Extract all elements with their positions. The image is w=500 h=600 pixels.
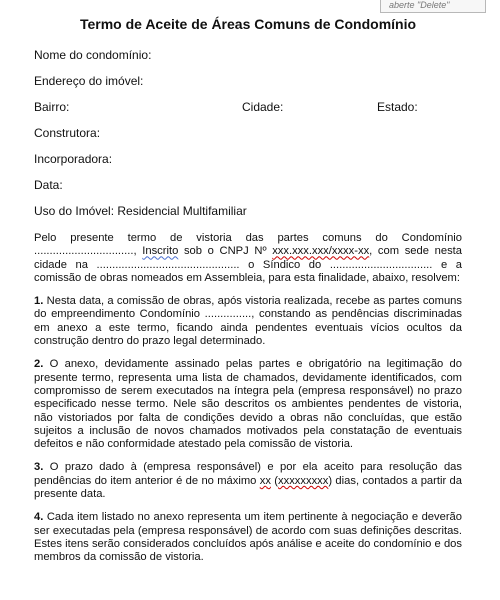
field-construtora: Construtora: — [34, 126, 101, 140]
field-estado: Estado: — [377, 100, 418, 114]
field-cidade: Cidade: — [242, 100, 284, 114]
clause-1 — [34, 295, 462, 348]
clause-3-number: 3. — [34, 461, 44, 474]
field-condominio: Nome do condomínio: — [34, 48, 152, 62]
clause-3-paren-open: ( — [270, 474, 279, 487]
clause-4-text: Cada item listado no anexo representa um item pertinente à negociação e deverão ser executadas pela (empresa responsável) de acordo com suas definições descritas. Estes itens serão considerados concluídos após análise e aceite do condomínio e dos membros da comissão de vistoria. — [34, 511, 462, 564]
clause-3-days-number: xx — [259, 474, 271, 487]
field-uso: Uso do Imóvel: Residencial Multifamiliar — [34, 204, 247, 218]
clause-3-days-words: xxxxxxxxx — [278, 474, 329, 487]
field-incorporadora: Incorporadora: — [34, 152, 113, 166]
intro-text-end: , com sede nesta cidade na .............................................. o Síndico do ................................. e a comissão de obras nomeados em Assembleia, para esta finalidade, abaixo, resolvem: — [34, 245, 462, 284]
intro-cnpj-placeholder: xxx.xxx.xxx/xxxx-xx — [272, 245, 370, 258]
clause-3 — [34, 461, 462, 501]
clause-1-text: Nesta data, a comissão de obras, após vistoria realizada, recebe as partes comuns do empreendimento Condomínio ..............., constando as pendências discriminadas em anexo a este termo, ficando ainda pendentes eventuais vícios ocultos da construção dentro do prazo legal determinado. — [34, 295, 462, 348]
clause-3-text-end: ) dias, contados a partir da presente data. — [34, 474, 462, 501]
clause-4-number: 4. — [34, 511, 44, 524]
field-endereco: Endereço do imóvel: — [34, 74, 144, 88]
intro-inscrito: Inscrito — [142, 245, 179, 258]
intro-text: Pelo presente termo de vistoria das partes comuns do Condomínio ................................, — [34, 232, 462, 258]
intro-text-cnpj: sob o CNPJ Nº — [178, 245, 273, 258]
clause-3-text: O prazo dado à (empresa responsável) e por ela aceito para resolução das pendências do item anterior é de no máximo — [34, 461, 462, 487]
clause-4 — [34, 511, 462, 564]
clause-1-number: 1. — [34, 295, 44, 308]
field-bairro: Bairro: — [34, 100, 70, 114]
document-page — [34, 14, 462, 575]
clause-2 — [34, 358, 462, 451]
clause-2-text: O anexo, devidamente assinado pelas partes e obrigatório na legitimação do presente termo, representa uma lista de chamados, devidamente identificados, com compromisso de serem executados na íntegra pela (empresa responsável) no prazo especificado nesse termo. Nele são descritos os ambientes pendentes de vistoria, não vistoriados por falta de condições devido a obras não concluídas, que estão sujeitos a inclusão de novos chamados motivados pela constatação de eventuais defeitos e não conformidade atestado pela comissão de vistoria. — [34, 358, 462, 451]
document-title: Termo de Aceite de Áreas Comuns de Condomínio — [79, 16, 417, 32]
delete-hint-tooltip: aberte "Delete" — [380, 0, 486, 13]
intro-paragraph — [34, 232, 462, 285]
field-data: Data: — [34, 178, 63, 192]
field-row-location — [34, 100, 462, 114]
clause-2-number: 2. — [34, 358, 44, 371]
